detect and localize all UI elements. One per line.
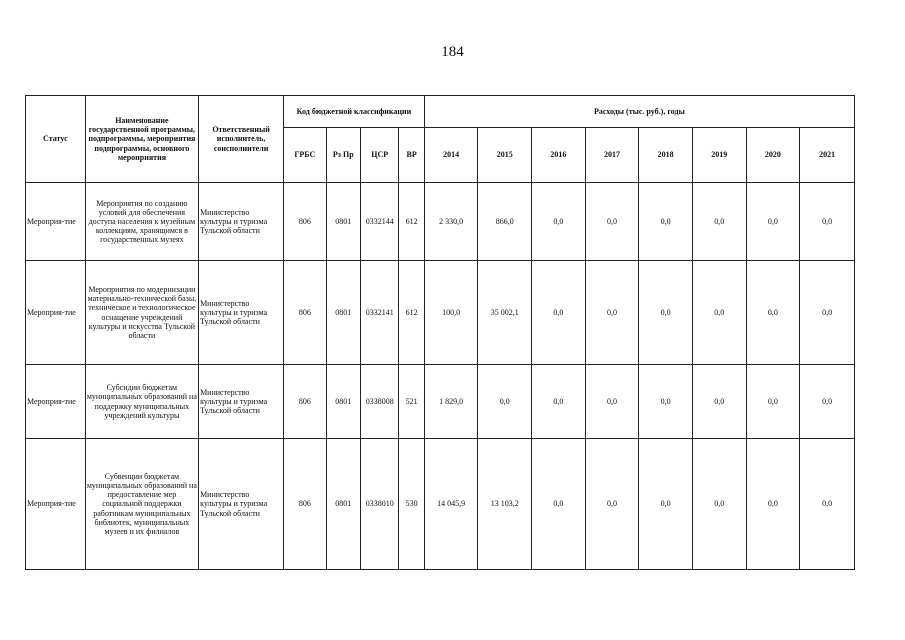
header-executor: Ответственный исполнитель, соисполнители bbox=[199, 96, 284, 183]
expense-cell: 0,0 bbox=[639, 439, 693, 570]
expense-cell: 0,0 bbox=[478, 365, 532, 439]
expense-cell: 0,0 bbox=[692, 365, 746, 439]
grbs-cell: 806 bbox=[284, 365, 327, 439]
expense-cell: 0,0 bbox=[800, 261, 855, 365]
expense-cell: 0,0 bbox=[585, 365, 639, 439]
vr-cell: 521 bbox=[399, 365, 424, 439]
rzpr-cell: 0801 bbox=[326, 439, 360, 570]
expense-cell: 2 330,0 bbox=[424, 183, 478, 261]
status-cell: Мероприя-тие bbox=[26, 439, 86, 570]
header-grbs: ГРБС bbox=[284, 128, 327, 183]
expense-cell: 0,0 bbox=[692, 439, 746, 570]
csr-cell: 0338010 bbox=[360, 439, 398, 570]
expense-cell: 100,0 bbox=[424, 261, 478, 365]
csr-cell: 0338008 bbox=[360, 365, 398, 439]
header-status: Статус bbox=[26, 96, 86, 183]
header-vr: ВР bbox=[399, 128, 424, 183]
expense-cell: 0,0 bbox=[532, 439, 586, 570]
executor-cell: Министерство культуры и туризма Тульской области bbox=[199, 183, 284, 261]
expense-cell: 0,0 bbox=[639, 365, 693, 439]
expense-cell: 0,0 bbox=[746, 183, 800, 261]
header-year: 2020 bbox=[746, 128, 800, 183]
expense-cell: 0,0 bbox=[746, 439, 800, 570]
header-csr: ЦСР bbox=[360, 128, 398, 183]
grbs-cell: 806 bbox=[284, 439, 327, 570]
expense-cell: 0,0 bbox=[800, 439, 855, 570]
expense-cell: 0,0 bbox=[800, 183, 855, 261]
grbs-cell: 806 bbox=[284, 261, 327, 365]
page-number: 184 bbox=[441, 44, 464, 60]
table-row bbox=[26, 365, 855, 439]
measure-name-cell: Субсидии бюджетам муниципальных образований на поддержку муниципальных учреждений культуры bbox=[85, 365, 198, 439]
expense-cell: 1 829,0 bbox=[424, 365, 478, 439]
executor-cell: Министерство культуры и туризма Тульской области bbox=[199, 439, 284, 570]
rzpr-cell: 0801 bbox=[326, 183, 360, 261]
expense-cell: 0,0 bbox=[692, 261, 746, 365]
expense-cell: 0,0 bbox=[746, 365, 800, 439]
vr-cell: 530 bbox=[399, 439, 424, 570]
header-year: 2019 bbox=[692, 128, 746, 183]
status-cell: Мероприя-тие bbox=[26, 261, 86, 365]
expense-cell: 866,0 bbox=[478, 183, 532, 261]
expense-cell: 13 103,2 bbox=[478, 439, 532, 570]
measure-name-cell: Мероприятия по модернизации материально-технической базы, техническое и технологическое оснащение учреждений культуры и искусства Тульской области bbox=[85, 261, 198, 365]
expense-cell: 0,0 bbox=[746, 261, 800, 365]
expense-cell: 0,0 bbox=[585, 439, 639, 570]
expense-cell: 0,0 bbox=[585, 183, 639, 261]
header-year: 2014 bbox=[424, 128, 478, 183]
executor-cell: Министерство культуры и туризма Тульской области bbox=[199, 365, 284, 439]
expense-cell: 14 045,9 bbox=[424, 439, 478, 570]
header-row-top bbox=[26, 96, 855, 128]
header-year: 2015 bbox=[478, 128, 532, 183]
header-year: 2021 bbox=[800, 128, 855, 183]
expense-cell: 0,0 bbox=[532, 365, 586, 439]
executor-cell: Министерство культуры и туризма Тульской области bbox=[199, 261, 284, 365]
vr-cell: 612 bbox=[399, 183, 424, 261]
status-cell: Мероприя-тие bbox=[26, 365, 86, 439]
status-cell: Мероприя-тие bbox=[26, 183, 86, 261]
expense-cell: 0,0 bbox=[532, 261, 586, 365]
table-row bbox=[26, 183, 855, 261]
expense-cell: 0,0 bbox=[692, 183, 746, 261]
expense-cell: 0,0 bbox=[800, 365, 855, 439]
expense-cell: 0,0 bbox=[639, 261, 693, 365]
expense-cell: 0,0 bbox=[585, 261, 639, 365]
header-year: 2016 bbox=[532, 128, 586, 183]
measure-name-cell: Субвенции бюджетам муниципальных образований на предоставление мер социальной поддержки работникам муниципальных библиотек, муниципальных музеев и их филиалов bbox=[85, 439, 198, 570]
measure-name-cell: Мероприятия по созданию условий для обеспечения доступа населения к музейным коллекциям, хранящимся в государственных музеях bbox=[85, 183, 198, 261]
table-row bbox=[26, 439, 855, 570]
header-expenses: Расходы (тыс. руб.), годы bbox=[424, 96, 854, 128]
rzpr-cell: 0801 bbox=[326, 261, 360, 365]
rzpr-cell: 0801 bbox=[326, 365, 360, 439]
expense-cell: 35 002,1 bbox=[478, 261, 532, 365]
table-row bbox=[26, 261, 855, 365]
header-rzpr: Рз Пр bbox=[326, 128, 360, 183]
grbs-cell: 806 bbox=[284, 183, 327, 261]
vr-cell: 612 bbox=[399, 261, 424, 365]
header-budget-code: Код бюджетной классификации bbox=[284, 96, 425, 128]
csr-cell: 0332144 bbox=[360, 183, 398, 261]
budget-table bbox=[25, 95, 855, 570]
csr-cell: 0332141 bbox=[360, 261, 398, 365]
header-name: Наименование государственной программы, подпрограммы, мероприятия подпрограммы, основного мероприятия bbox=[85, 96, 198, 183]
header-year: 2018 bbox=[639, 128, 693, 183]
expense-cell: 0,0 bbox=[532, 183, 586, 261]
header-year: 2017 bbox=[585, 128, 639, 183]
expense-cell: 0,0 bbox=[639, 183, 693, 261]
